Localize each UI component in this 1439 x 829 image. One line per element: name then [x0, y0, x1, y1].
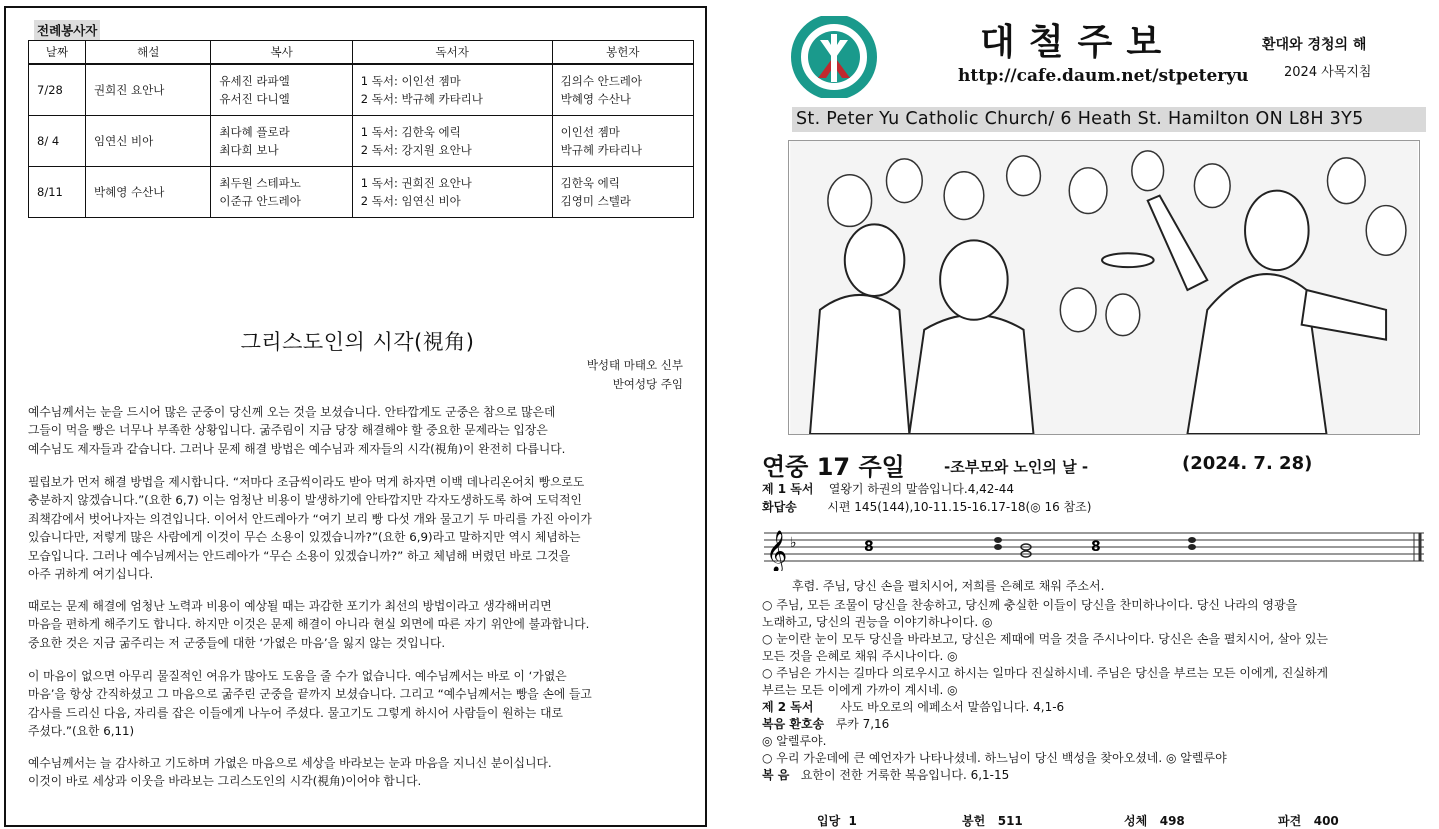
sunday-subtitle: -조부모와 노인의 날 - — [944, 458, 1089, 476]
essay-paragraph — [28, 473, 698, 583]
header-commentator: 해설 — [86, 41, 211, 65]
reading-text: 요한이 전한 거룩한 복음입니다. 6,1-15 — [800, 768, 1010, 782]
sunday-title: 연중 17 주일 — [762, 453, 905, 481]
essay-paragraph — [28, 667, 698, 741]
cell-commentator: 박혜영 수산나 — [86, 167, 211, 218]
stat-label: 입당 — [817, 814, 841, 828]
cell-readers — [352, 116, 552, 167]
server-name: 최다혜 플로라 — [219, 125, 290, 139]
reader-name: 2 독서: 강지원 요안나 — [360, 143, 472, 157]
cell-servers — [211, 167, 352, 218]
reading-row — [762, 699, 1422, 716]
reading-row — [762, 481, 1014, 498]
essay-line: 예수님께서는 눈을 드시어 많은 군중이 당신께 오는 것을 보셨습니다. 안타깝게도 군중은 참으로 많은데 — [28, 405, 556, 419]
section-label: 전례봉사자 — [34, 20, 100, 40]
reader-name: 2 독서: 임연신 비아 — [360, 194, 461, 208]
server-name: 이준규 안드레아 — [219, 194, 301, 208]
offertory-name: 이인선 젬마 — [560, 125, 620, 139]
pastoral-guideline: 2024 사목지침 — [1284, 65, 1372, 80]
reading-label: 제 2 독서 — [762, 700, 814, 714]
reading-text: 루카 7,16 — [835, 717, 890, 731]
left-page — [4, 6, 707, 827]
essay-line: 예수님께서는 늘 감사하고 기도하며 가엾은 마음으로 세상을 바라보는 눈과 마음을 지니신 분이십니다. — [28, 756, 552, 770]
essay-line: 모습입니다. 그러나 예수님께서는 안드레아가 “무슨 소용이 있겠습니까?” 하고 체념해 버렸던 바로 그것을 — [28, 548, 571, 563]
verse-line: ○ 주님은 가시는 길마다 의로우시고 하시는 일마다 진실하시네. 주님은 당신을 부르는 모든 이에게, 진실하게 — [762, 666, 1329, 680]
cell-offertory — [552, 167, 693, 218]
cell-commentator: 권희진 요안나 — [86, 64, 211, 116]
essay-paragraph — [28, 403, 698, 458]
essay-title: 그리스도인의 시각(視角) — [240, 330, 475, 354]
sunday-date: (2024. 7. 28) — [1182, 453, 1313, 474]
cell-servers — [211, 64, 352, 116]
cell-servers — [211, 116, 352, 167]
reader-name: 2 독서: 박규헤 카타리나 — [360, 92, 483, 106]
essay-paragraph — [28, 597, 698, 652]
reading-text: 시편 145(144),10-11.15-16.17-18(◎ 16 참조) — [827, 500, 1092, 514]
cell-date: 8/ 4 — [29, 116, 86, 167]
server-name: 유서진 다니엘 — [219, 92, 290, 106]
reading-label: 복음 환호송 — [762, 717, 825, 731]
music-staff — [764, 525, 1426, 571]
essay-line: 때로는 문제 해결에 엄청난 노력과 비용이 예상될 때는 과감한 포기가 최선의 방법이라고 생각해버리면 — [28, 599, 552, 613]
author-parish: 반여성당 주임 — [612, 377, 683, 391]
essay-line: 예수님도 제자들과 같습니다. 그러나 문제 해결 방법은 예수님과 제자들의 시각(視角)이 완전히 다릅니다. — [28, 441, 566, 456]
offertory-name: 박혜영 수산나 — [560, 92, 631, 106]
essay-line: 충분하지 않겠습니다.”(요한 6,7) 이는 엄청난 비용이 발생하기에 안타깝지만 각자도생하도록 하여 도덕적인 — [28, 493, 582, 508]
essay-line: 아주 귀하게 여기십니다. — [28, 567, 154, 582]
reading-label: 제 1 독서 — [762, 482, 814, 496]
verse-line: 노래하고, 당신의 권능을 이야기하나이다. ◎ — [762, 615, 993, 629]
liturgy-roster-table — [28, 40, 694, 218]
treble-clef-icon: 𝄞 — [766, 531, 788, 571]
essay-line: 이것이 바로 세상과 이웃을 바라보는 그리스도인의 시각(視角)이어야 합니다. — [28, 774, 422, 789]
stat-label: 파견 — [1278, 814, 1302, 828]
author-name: 박성태 마태오 신부 — [586, 358, 683, 372]
reading-label: 화답송 — [762, 500, 797, 514]
right-page — [722, 0, 1434, 829]
offertory-name: 김의수 안드레아 — [560, 74, 643, 88]
essay-line: 감사를 드리신 다음, 자리를 잡은 이들에게 나누어 주셨다. 물고기도 그렇게 하시어 사람들이 원하는 대로 — [28, 705, 563, 720]
verse-line: 부르는 모든 이에게 가까이 계시네. ◎ — [762, 683, 958, 697]
reading-label: 복 음 — [762, 768, 790, 782]
stat-value: 511 — [997, 814, 1023, 828]
table-row — [29, 167, 694, 218]
reader-name: 1 독서: 이인선 젬마 — [360, 74, 461, 88]
offertory-name: 김한욱 에릭 — [560, 176, 620, 190]
reading-row — [762, 767, 1422, 784]
acclamation-line: ◎ 알렐루야. — [762, 734, 827, 748]
stat-value: 400 — [1313, 814, 1339, 828]
header-servers: 복사 — [211, 41, 352, 65]
essay-line: 이 마음이 없으면 아무리 물질적인 여유가 많아도 도움을 줄 수가 없습니다. 예수님께서는 바로 이 ‘가엾은 — [28, 669, 567, 683]
cell-commentator: 임연신 비아 — [86, 116, 211, 167]
essay-line: 죄책감에서 벗어나자는 의견입니다. 이어서 안드레아가 “여기 보리 빵 다섯 개와 물고기 두 마리를 가진 아이가 — [28, 511, 592, 526]
reading-row — [762, 499, 1091, 516]
reading-text: 열왕기 하권의 말씀입니다.4,42-44 — [828, 482, 1015, 496]
table-header-row — [29, 41, 694, 65]
header-date: 날짜 — [29, 41, 86, 65]
stat-value: 1 — [848, 814, 857, 828]
essay-line: 마음을 편하게 해주기도 합니다. 하지만 이것은 문제 해결이 아니라 현실 외면에 따른 자기 위안에 불과합니다. — [28, 617, 590, 632]
stat-label: 봉헌 — [962, 814, 986, 828]
bulletin-title: 대철주보 — [980, 21, 1176, 63]
cell-offertory — [552, 64, 693, 116]
header-offertory: 봉헌자 — [552, 41, 693, 65]
verse-line: ○ 눈이란 눈이 모두 당신을 바라보고, 당신은 제때에 먹을 것을 주시나이다. 당신은 손을 펼치시어, 살아 있는 — [762, 632, 1328, 646]
offertory-name: 박규헤 카타리나 — [560, 143, 643, 157]
essay-line: 필립보가 먼저 해결 방법을 제시합니다. “저마다 조금씩이라도 받아 먹게 하자면 이백 데나리온어치 빵으로도 — [28, 475, 585, 489]
cell-offertory — [552, 116, 693, 167]
stat-communion — [1124, 812, 1185, 829]
psalm-refrain: 후렴. 주님, 당신 손을 펼치시어, 저희를 은혜로 채워 주소서. — [792, 579, 1105, 593]
svg-text:8: 8 — [864, 539, 874, 555]
cell-date: 7/28 — [29, 64, 86, 116]
server-name: 최두원 스테파노 — [219, 176, 301, 190]
stat-label: 성체 — [1124, 814, 1148, 828]
essay-line: 마음’을 항상 간직하셨고 그 마음으로 굶주린 군중을 끝까지 보셨습니다. 그리고 “예수님께서는 빵을 손에 들고 — [28, 687, 592, 702]
stat-value: 498 — [1159, 814, 1185, 828]
flat-sign-icon: ♭ — [790, 535, 797, 551]
essay-line: 중요한 것은 지금 굶주리는 저 군중들에 대한 ‘가엾은 마음’을 잃지 않는 것입니다. — [28, 635, 446, 650]
church-logo — [784, 16, 884, 98]
essay-author — [587, 356, 683, 394]
reading-row — [762, 716, 1422, 733]
offertory-name: 김영미 스텔라 — [560, 194, 631, 208]
essay-paragraph — [28, 754, 698, 791]
cell-readers — [352, 64, 552, 116]
cell-date: 8/11 — [29, 167, 86, 218]
church-address: St. Peter Yu Catholic Church/ 6 Heath St. Hamilton ON L8H 3Y5 — [792, 107, 1426, 132]
table-row — [29, 64, 694, 116]
stat-offertory — [962, 812, 1023, 829]
header-readers: 독서자 — [352, 41, 552, 65]
server-name: 최다희 보나 — [219, 143, 279, 157]
reader-name: 1 독서: 김한욱 에릭 — [360, 125, 461, 139]
essay-line: 있습니다만, 저렇게 많은 사람에게 이것이 무슨 소용이 있겠습니까?”(요한 6,9)라고 말하지만 역시 체념하는 — [28, 530, 581, 545]
essay-line: 주셨다.”(요한 6,11) — [28, 724, 135, 739]
cell-readers — [352, 167, 552, 218]
psalm-verses — [762, 597, 1422, 784]
reader-name: 1 독서: 권희진 요안나 — [360, 176, 472, 190]
verse-line: 모든 것을 은혜로 채워 주시나이다. ◎ — [762, 649, 958, 663]
table-row — [29, 116, 694, 167]
server-name: 유세진 라파엘 — [219, 74, 290, 88]
reading-text: 사도 바오로의 에페소서 말씀입니다. 4,1-6 — [840, 700, 1065, 714]
pastoral-motto: 환대와 경청의 해 — [1262, 37, 1367, 53]
cafe-url[interactable]: http://cafe.daum.net/stpeteryu — [958, 66, 1249, 86]
stat-dismissal — [1278, 812, 1339, 829]
stat-entrance — [817, 812, 857, 829]
loaves-and-fishes-illustration — [788, 140, 1420, 435]
acclamation-line: ○ 우리 가운데에 큰 예언자가 나타나셨네. 하느님이 당신 백성을 찾아오셨네. ◎ 알렐루야 — [762, 751, 1227, 765]
svg-text:8: 8 — [1091, 539, 1101, 555]
verse-line: ○ 주님, 모든 조물이 당신을 찬송하고, 당신께 충실한 이들이 당신을 찬미하나이다. 당신 나라의 영광을 — [762, 598, 1298, 612]
essay-line: 그들이 먹을 빵은 너무나 부족한 상황입니다. 굶주림이 지금 당장 해결해야 할 중요한 문제라는 입장은 — [28, 423, 548, 438]
